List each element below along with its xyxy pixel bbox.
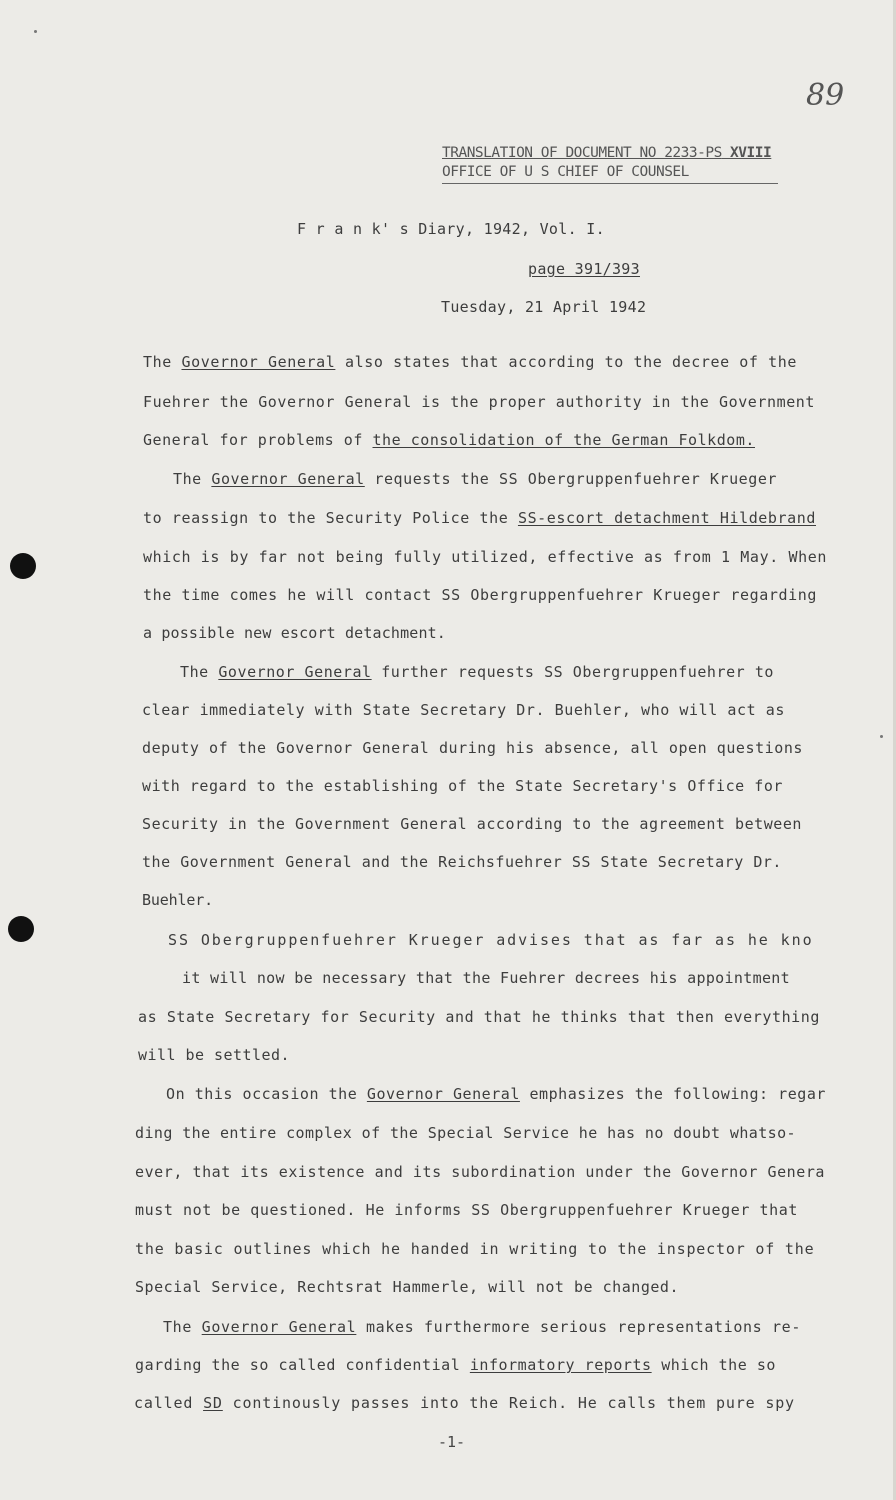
text-segment: garding the so called confidential [135,1356,470,1374]
text-line [138,1008,820,1026]
text-segment: The [163,1318,202,1336]
text-line [135,1278,679,1296]
underlined-phrase: SD [203,1394,223,1412]
text-segment: SS Obergruppenfuehrer Krueger advises that as far as he kno [168,931,814,949]
text-line [143,548,827,566]
text-segment: Buehler. [142,891,213,909]
underlined-phrase: informatory reports [469,1356,652,1374]
text-line [166,1085,826,1103]
text-line [142,853,782,871]
text-segment: deputy of the Governor General during his absence, all open questions [142,739,803,757]
text-segment: Fuehrer the Governor General is the proper authority in the Government [143,393,815,411]
text-line [142,701,785,719]
text-segment: must not be questioned. He informs SS Obergruppenfuehrer Krueger that [135,1201,798,1219]
header-title-line [442,144,778,163]
text-segment: clear immediately with State Secretary Dr. Buehler, who will act as [142,701,785,719]
handwritten-page-number: 89 [806,78,845,113]
text-segment: The [180,663,219,681]
text-segment: which the so [651,1356,776,1374]
text-segment: as State Secretary for Security and that he thinks that then everything [138,1008,820,1026]
underlined-phrase: Governor General [218,663,372,681]
text-segment: makes furthermore serious representations re- [356,1318,802,1336]
underlined-phrase: Governor General [211,470,365,488]
text-segment: Security in the Government General according to the agreement between [142,815,802,833]
text-line [168,931,814,949]
text-segment: will be settled. [138,1046,290,1064]
text-segment: the Government General and the Reichsfuehrer SS State Secretary Dr. [142,853,782,871]
text-segment: to reassign to the Security Police the [143,509,518,527]
text-segment: with regard to the establishing of the State Secretary's Office for [142,777,783,795]
text-line [135,1201,798,1219]
text-line [143,431,755,449]
text-segment: a possible new escort detachment. [143,624,446,642]
text-line [142,815,802,833]
text-segment: it will now be necessary that the Fuehrer decrees his appointment [182,969,790,987]
underlined-phrase: SS-escort detachment Hildebrand [517,509,816,527]
header-office: OFFICE OF U S CHIEF OF COUNSEL [442,164,689,180]
text-segment: The [173,470,212,488]
text-line [182,969,790,987]
punch-hole-bottom [8,916,34,942]
text-line [135,1163,825,1181]
source-title: F r a n k' s Diary, 1942, Vol. I. [297,220,605,238]
text-segment: emphasizes the following: regar [519,1085,826,1103]
text-segment: the basic outlines which he handed in writing to the inspector of the [135,1240,815,1258]
text-line [143,509,816,527]
document-header [442,144,778,184]
text-line [173,470,777,488]
text-line [135,1356,776,1374]
text-segment: called [134,1394,204,1412]
text-segment: also states that according to the decree of the [335,353,798,371]
text-segment: ever, that its existence and its subordination under the Governor Genera [135,1163,825,1181]
text-segment: the time comes he will contact SS Obergruppenfuehrer Krueger regarding [143,586,817,604]
underlined-phrase: Governor General [366,1085,520,1103]
underlined-phrase: Governor General [201,1318,357,1336]
text-line [142,777,783,795]
speck [34,30,37,33]
text-line [143,353,797,371]
text-line [142,891,213,909]
text-segment: further requests SS Obergruppenfuehrer to [371,663,774,681]
punch-hole-top [10,553,36,579]
header-rule [442,183,778,184]
entry-date: Tuesday, 21 April 1942 [441,298,647,316]
text-segment: requests the SS Obergruppenfuehrer Krueger [364,470,778,488]
underlined-phrase: Governor General [181,353,336,371]
text-line [143,624,446,642]
text-segment: Special Service, Rechtsrat Hammerle, will not be changed. [135,1278,679,1296]
text-line [138,1046,290,1064]
text-line [135,1124,796,1142]
text-line [180,663,774,681]
speck [880,735,883,738]
text-line [143,393,815,411]
text-segment: continously passes into the Reich. He calls them pure spy [222,1394,795,1412]
text-line [163,1318,801,1336]
underlined-phrase: the consolidation of the German Folkdom. [372,431,755,449]
text-line [143,586,817,604]
text-segment: General for problems of [143,431,373,449]
text-line [135,1240,814,1258]
header-title: TRANSLATION OF DOCUMENT NO 2233-PS [442,145,722,161]
text-segment: On this occasion the [166,1085,367,1103]
text-segment: ding the entire complex of the Special Service he has no doubt whatso- [135,1124,796,1142]
text-line [134,1394,795,1412]
text-segment: which is by far not being fully utilized, effective as from 1 May. When [143,548,827,566]
page-reference: page 391/393 [528,260,640,278]
header-roman-numeral: XVIII [730,145,772,161]
page-footer: -1- [438,1433,466,1451]
text-line [142,739,803,757]
text-segment: The [143,353,182,371]
